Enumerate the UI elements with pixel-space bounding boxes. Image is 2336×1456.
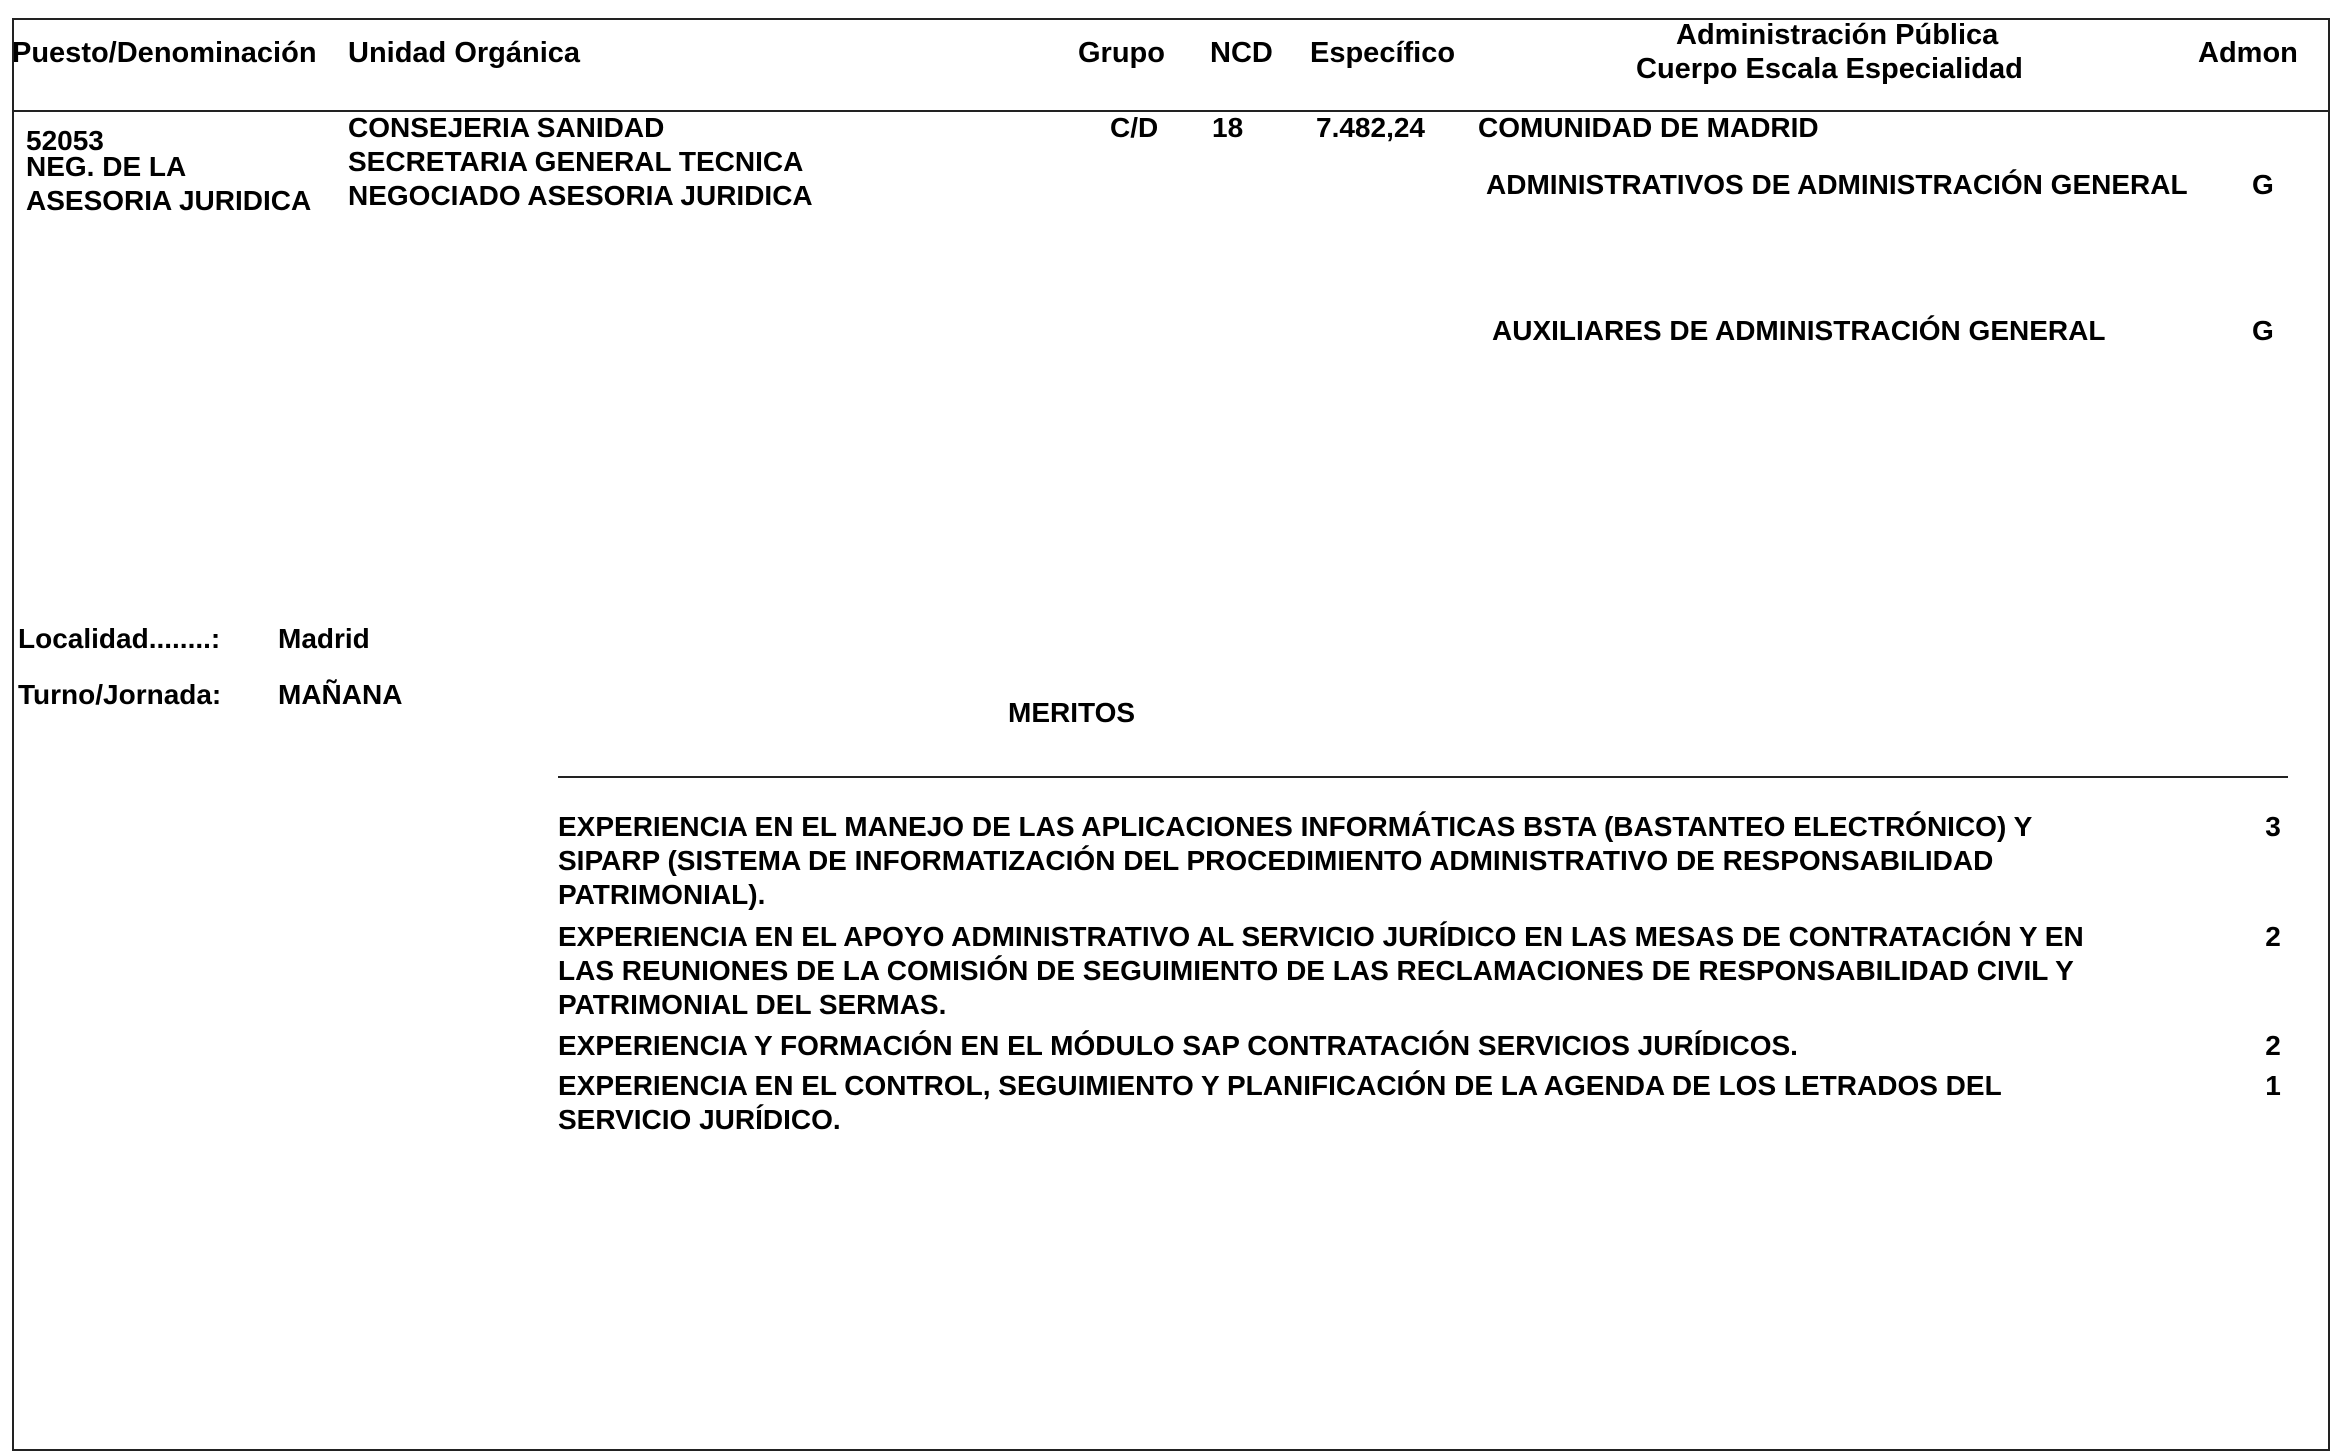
unidad-line2: SECRETARIA GENERAL TECNICA (348, 146, 804, 177)
merito-score: 3 (2265, 811, 2281, 842)
especifico-value: 7.482,24 (1316, 112, 1425, 143)
header-admon: Admon (2198, 37, 2298, 69)
merito-score: 2 (2265, 1030, 2281, 1061)
merito-item: EXPERIENCIA EN EL CONTROL, SEGUIMIENTO Y PLANIFICACIÓN DE LA AGENDA DE LOS LETRADOS DEL SERVICIO JURÍDICO. (558, 1070, 2002, 1135)
cuerpo-admon: G (2252, 169, 2274, 200)
header-grupo: Grupo (1078, 37, 1165, 69)
meritos-title: MERITOS (1008, 697, 1136, 728)
turno-value: MAÑANA (278, 679, 403, 710)
merito-item: EXPERIENCIA Y FORMACIÓN EN EL MÓDULO SAP CONTRATACIÓN SERVICIOS JURÍDICOS. (558, 1030, 1798, 1061)
header-puesto: Puesto/Denominación (12, 37, 317, 69)
localidad-value: Madrid (278, 623, 370, 654)
unidad-line3: NEGOCIADO ASESORIA JURIDICA (348, 180, 813, 211)
document-frame (12, 18, 2330, 1451)
merito-item: EXPERIENCIA EN EL APOYO ADMINISTRATIVO AL SERVICIO JURÍDICO EN LAS MESAS DE CONTRATACIÓN Y EN LAS REUNIONES DE LA COMISIÓN DE SEGUIMIENTO DE LAS RECLAMACIONES DE RESPONSABILIDAD CIVIL Y PATRIMONIAL DEL SERMAS. (558, 921, 2084, 1020)
puesto-name-line1: NEG. DE LA (26, 151, 187, 182)
header-administracion: Administración Pública (1676, 19, 1999, 51)
merito-item: EXPERIENCIA EN EL MANEJO DE LAS APLICACIONES INFORMÁTICAS BSTA (BASTANTEO ELECTRÓNICO) Y SIPARP (SISTEMA DE INFORMATIZACIÓN DEL PROCEDIMIENTO ADMINISTRATIVO DE RESPONSABILIDAD PATRIMONIAL). (558, 811, 2032, 910)
header-especifico: Específico (1310, 37, 1456, 69)
merito-score: 2 (2265, 921, 2281, 952)
meritos-divider (558, 776, 2288, 778)
header-unidad: Unidad Orgánica (348, 37, 581, 69)
header-cuerpo-escala: Cuerpo Escala Especialidad (1636, 53, 2023, 85)
ncd-value: 18 (1212, 112, 1244, 143)
header-ncd: NCD (1210, 37, 1273, 69)
cuerpo-name: AUXILIARES DE ADMINISTRACIÓN GENERAL (1492, 315, 2106, 346)
grupo-value: C/D (1110, 112, 1159, 143)
turno-label: Turno/Jornada: (18, 679, 222, 710)
cuerpo-name: ADMINISTRATIVOS DE ADMINISTRACIÓN GENERAL (1486, 169, 2188, 200)
unidad-line1: CONSEJERIA SANIDAD (348, 112, 665, 143)
puesto-code: 52053 (26, 125, 104, 156)
puesto-name-line2: ASESORIA JURIDICA (26, 185, 312, 216)
administracion-value: COMUNIDAD DE MADRID (1478, 112, 1819, 143)
cuerpo-admon: G (2252, 315, 2274, 346)
localidad-label: Localidad........: (18, 623, 221, 654)
merito-score: 1 (2265, 1070, 2281, 1101)
